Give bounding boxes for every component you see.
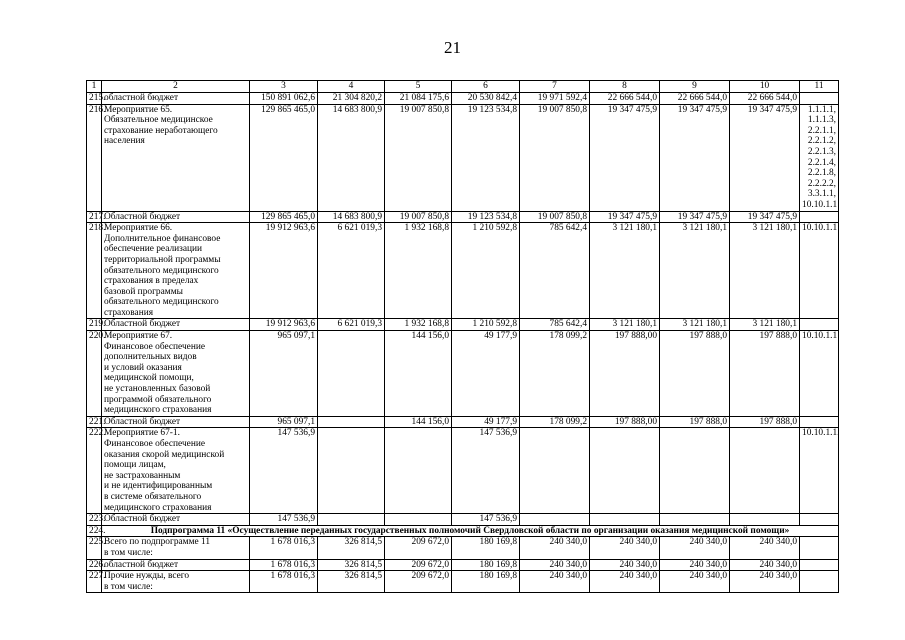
- cell-line: 2.2.1.2,: [807, 136, 836, 147]
- cell-line: оказания скорой медицинской: [104, 449, 225, 460]
- value-cell: 1 210 592,8: [452, 223, 520, 319]
- value-cell: 240 340,0: [730, 571, 800, 593]
- value-cell: 178 099,2: [520, 331, 590, 417]
- value-cell: 1 678 016,3: [250, 537, 318, 559]
- cell-line: не установленных базовой: [104, 384, 211, 395]
- cell-line: 1.1.1.3,: [807, 115, 836, 126]
- cell-line: Областной бюджет: [104, 211, 181, 222]
- row-number: 223.: [87, 514, 102, 526]
- column-header: 6: [452, 81, 520, 93]
- row-name: [102, 514, 250, 526]
- row-number: 220.: [87, 331, 102, 417]
- value-cell: 240 340,0: [660, 537, 730, 559]
- value-cell: 240 340,0: [520, 537, 590, 559]
- cell-line: Областной бюджет: [104, 319, 181, 330]
- value-cell: 19 347 475,9: [730, 211, 800, 223]
- cell-line: обязательного медицинского: [104, 297, 219, 308]
- table-row: [87, 331, 839, 417]
- value-cell: 209 672,0: [385, 559, 452, 571]
- cell-line: медицинской помощи,: [104, 373, 194, 384]
- column-header: 7: [520, 81, 590, 93]
- column-header: 1: [87, 81, 102, 93]
- cell-line: дополнительных видов: [104, 352, 197, 363]
- value-cell: 209 672,0: [385, 571, 452, 593]
- cell-line: страхования: [104, 307, 154, 318]
- row-number: 224.: [87, 525, 102, 537]
- table-row: [87, 93, 839, 105]
- value-cell: 147 536,9: [452, 428, 520, 514]
- value-cell: 180 169,8: [452, 571, 520, 593]
- target-code: [800, 223, 839, 319]
- row-name: [102, 319, 250, 331]
- table-row: [87, 559, 839, 571]
- cell-line: 1.1.1.1,: [807, 104, 836, 115]
- value-cell: 197 888,0: [730, 416, 800, 428]
- value-cell: [730, 514, 800, 526]
- value-cell: 240 340,0: [590, 559, 660, 571]
- target-code: [800, 93, 839, 105]
- cell-line: и условий оказания: [104, 362, 182, 373]
- table-row: [87, 428, 839, 514]
- cell-line: и не идентифицированным: [104, 481, 213, 492]
- value-cell: 19 347 475,9: [730, 104, 800, 211]
- cell-line: медицинского страхования: [104, 405, 212, 416]
- value-cell: 240 340,0: [660, 571, 730, 593]
- value-cell: 14 683 800,9: [318, 104, 385, 211]
- value-cell: 3 121 180,1: [590, 319, 660, 331]
- value-cell: 240 340,0: [730, 537, 800, 559]
- value-cell: [590, 514, 660, 526]
- cell-line: населения: [104, 136, 145, 147]
- value-cell: 19 971 592,4: [520, 93, 590, 105]
- value-cell: 129 865 465,0: [250, 211, 318, 223]
- value-cell: 1 210 592,8: [452, 319, 520, 331]
- value-cell: 3 121 180,1: [660, 223, 730, 319]
- value-cell: 3 121 180,1: [590, 223, 660, 319]
- cell-line: 2.2.1.3,: [807, 146, 836, 157]
- value-cell: 965 097,1: [250, 416, 318, 428]
- column-header: 10: [730, 81, 800, 93]
- target-code: [800, 211, 839, 223]
- table-row: [87, 416, 839, 428]
- column-header: 3: [250, 81, 318, 93]
- value-cell: 197 888,00: [590, 331, 660, 417]
- row-name: [102, 416, 250, 428]
- row-name: [102, 104, 250, 211]
- row-number: 218.: [87, 223, 102, 319]
- cell-line: областной бюджет: [104, 93, 179, 103]
- value-cell: [730, 428, 800, 514]
- subprogram-row: [87, 525, 839, 537]
- target-code: [800, 104, 839, 211]
- target-code: [800, 428, 839, 514]
- target-code: [800, 331, 839, 417]
- value-cell: 1 932 168,8: [385, 223, 452, 319]
- value-cell: [385, 428, 452, 514]
- value-cell: 240 340,0: [520, 559, 590, 571]
- target-code: [800, 559, 839, 571]
- cell-line: в том числе:: [104, 581, 153, 592]
- value-cell: 3 121 180,1: [730, 223, 800, 319]
- value-cell: 240 340,0: [660, 559, 730, 571]
- value-cell: 49 177,9: [452, 331, 520, 417]
- cell-line: Обязательное медицинское: [104, 115, 213, 126]
- row-number: 217.: [87, 211, 102, 223]
- cell-line: 10.10.1.1: [802, 331, 838, 342]
- value-cell: 326 814,5: [318, 537, 385, 559]
- value-cell: 209 672,0: [385, 537, 452, 559]
- column-header: 9: [660, 81, 730, 93]
- target-code: [800, 537, 839, 559]
- target-code: [800, 514, 839, 526]
- row-name: [102, 559, 250, 571]
- cell-line: программой обязательного: [104, 394, 212, 405]
- row-name: [102, 571, 250, 593]
- value-cell: 197 888,0: [730, 331, 800, 417]
- value-cell: 19 123 534,8: [452, 211, 520, 223]
- value-cell: 1 932 168,8: [385, 319, 452, 331]
- row-number: 219.: [87, 319, 102, 331]
- value-cell: 22 666 544,0: [660, 93, 730, 105]
- column-header: 5: [385, 81, 452, 93]
- value-cell: 240 340,0: [520, 571, 590, 593]
- cell-line: обеспечение реализации: [104, 244, 203, 255]
- value-cell: 144 156,0: [385, 331, 452, 417]
- row-name: [102, 537, 250, 559]
- value-cell: 180 169,8: [452, 559, 520, 571]
- cell-line: медицинского страхования: [104, 502, 212, 513]
- value-cell: 147 536,9: [452, 514, 520, 526]
- column-header: 11: [800, 81, 839, 93]
- cell-line: базовой программы: [104, 286, 183, 297]
- value-cell: 19 123 534,8: [452, 104, 520, 211]
- cell-line: 10.10.1.1: [802, 199, 838, 210]
- value-cell: 197 888,0: [660, 416, 730, 428]
- value-cell: [520, 514, 590, 526]
- row-number: 215.: [87, 93, 102, 105]
- row-name: [102, 93, 250, 105]
- table-row: [87, 319, 839, 331]
- value-cell: [660, 428, 730, 514]
- value-cell: [318, 416, 385, 428]
- value-cell: 19 347 475,9: [660, 211, 730, 223]
- value-cell: 22 666 544,0: [590, 93, 660, 105]
- value-cell: [520, 428, 590, 514]
- cell-line: Мероприятие 67-1.: [104, 428, 180, 439]
- row-number: 227.: [87, 571, 102, 593]
- value-cell: 326 814,5: [318, 571, 385, 593]
- value-cell: 19 347 475,9: [660, 104, 730, 211]
- value-cell: 19 347 475,9: [590, 104, 660, 211]
- value-cell: 20 530 842,4: [452, 93, 520, 105]
- value-cell: 197 888,00: [590, 416, 660, 428]
- cell-line: в системе обязательного: [104, 491, 202, 502]
- column-header: 2: [102, 81, 250, 93]
- value-cell: 240 340,0: [590, 571, 660, 593]
- value-cell: 19 912 963,6: [250, 223, 318, 319]
- value-cell: 147 536,9: [250, 428, 318, 514]
- value-cell: 19 007 850,8: [385, 104, 452, 211]
- cell-line: Дополнительное финансовое: [104, 233, 221, 244]
- table-row: [87, 223, 839, 319]
- cell-line: Мероприятие 65.: [104, 104, 173, 115]
- value-cell: 180 169,8: [452, 537, 520, 559]
- value-cell: 965 097,1: [250, 331, 318, 417]
- budget-table: [86, 80, 839, 593]
- value-cell: 326 814,5: [318, 559, 385, 571]
- cell-line: не застрахованным: [104, 470, 181, 481]
- value-cell: [660, 514, 730, 526]
- value-cell: [318, 331, 385, 417]
- value-cell: 785 642,4: [520, 223, 590, 319]
- value-cell: 19 347 475,9: [590, 211, 660, 223]
- value-cell: 1 678 016,3: [250, 559, 318, 571]
- value-cell: 147 536,9: [250, 514, 318, 526]
- value-cell: 240 340,0: [590, 537, 660, 559]
- subprogram-title: Подпрограмма 11 «Осуществление переданных государственных полномочий Свердловской области по организации оказания медицинской помощи»: [102, 525, 839, 537]
- row-name: [102, 223, 250, 319]
- row-number: 216.: [87, 104, 102, 211]
- value-cell: [385, 514, 452, 526]
- value-cell: 6 621 019,3: [318, 319, 385, 331]
- value-cell: 144 156,0: [385, 416, 452, 428]
- value-cell: 3 121 180,1: [730, 319, 800, 331]
- cell-line: помощи лицам,: [104, 460, 166, 471]
- row-name: [102, 211, 250, 223]
- cell-line: страхование неработающего: [104, 125, 218, 136]
- value-cell: 150 891 062,6: [250, 93, 318, 105]
- value-cell: 19 007 850,8: [520, 211, 590, 223]
- cell-line: Финансовое обеспечение: [104, 439, 206, 449]
- value-cell: 129 865 465,0: [250, 104, 318, 211]
- target-code: [800, 319, 839, 331]
- value-cell: 1 678 016,3: [250, 571, 318, 593]
- cell-line: территориальной программы: [104, 254, 221, 265]
- cell-line: Мероприятие 66.: [104, 223, 173, 234]
- cell-line: Мероприятие 67.: [104, 331, 173, 342]
- table-row: [87, 211, 839, 223]
- cell-line: 2.2.1.4,: [807, 157, 836, 168]
- cell-line: Областной бюджет: [104, 514, 181, 525]
- page-number: 21: [444, 38, 461, 57]
- cell-line: 2.2.1.1,: [807, 125, 836, 136]
- value-cell: [318, 514, 385, 526]
- value-cell: 19 912 963,6: [250, 319, 318, 331]
- table-row: [87, 104, 839, 211]
- cell-line: страхования в пределах: [104, 276, 199, 287]
- column-header: 8: [590, 81, 660, 93]
- row-number: 226.: [87, 559, 102, 571]
- value-cell: 49 177,9: [452, 416, 520, 428]
- table-row: [87, 514, 839, 526]
- value-cell: 785 642,4: [520, 319, 590, 331]
- value-cell: 22 666 544,0: [730, 93, 800, 105]
- value-cell: 178 099,2: [520, 416, 590, 428]
- table-row: [87, 537, 839, 559]
- value-cell: [318, 428, 385, 514]
- table-row: [87, 571, 839, 593]
- value-cell: [590, 428, 660, 514]
- cell-line: областной бюджет: [104, 559, 179, 570]
- value-cell: 240 340,0: [730, 559, 800, 571]
- row-number: 221.: [87, 416, 102, 428]
- cell-line: 2.2.2.2,: [807, 178, 836, 189]
- cell-line: в том числе:: [104, 547, 153, 558]
- row-name: [102, 331, 250, 417]
- row-number: 222.: [87, 428, 102, 514]
- cell-line: 10.10.1.1: [802, 223, 838, 234]
- value-cell: 19 007 850,8: [385, 211, 452, 223]
- value-cell: 14 683 800,9: [318, 211, 385, 223]
- target-code: [800, 416, 839, 428]
- value-cell: 21 304 820,2: [318, 93, 385, 105]
- cell-line: Областной бюджет: [104, 416, 181, 427]
- cell-line: обязательного медицинского: [104, 265, 219, 276]
- row-number: 225.: [87, 537, 102, 559]
- value-cell: 3 121 180,1: [660, 319, 730, 331]
- row-name: [102, 428, 250, 514]
- cell-line: Финансовое обеспечение: [104, 341, 206, 352]
- cell-line: Прочие нужды, всего: [104, 571, 190, 582]
- value-cell: 6 621 019,3: [318, 223, 385, 319]
- target-code: [800, 571, 839, 593]
- value-cell: 197 888,0: [660, 331, 730, 417]
- value-cell: 19 007 850,8: [520, 104, 590, 211]
- cell-line: 10.10.1.1.: [802, 428, 840, 439]
- column-header-row: [87, 81, 839, 93]
- column-header: 4: [318, 81, 385, 93]
- cell-line: 3.3.1.1,: [807, 189, 836, 200]
- cell-line: Всего по подпрограмме 11: [104, 537, 211, 548]
- value-cell: 21 084 175,6: [385, 93, 452, 105]
- cell-line: 2.2.1.8,: [807, 168, 836, 179]
